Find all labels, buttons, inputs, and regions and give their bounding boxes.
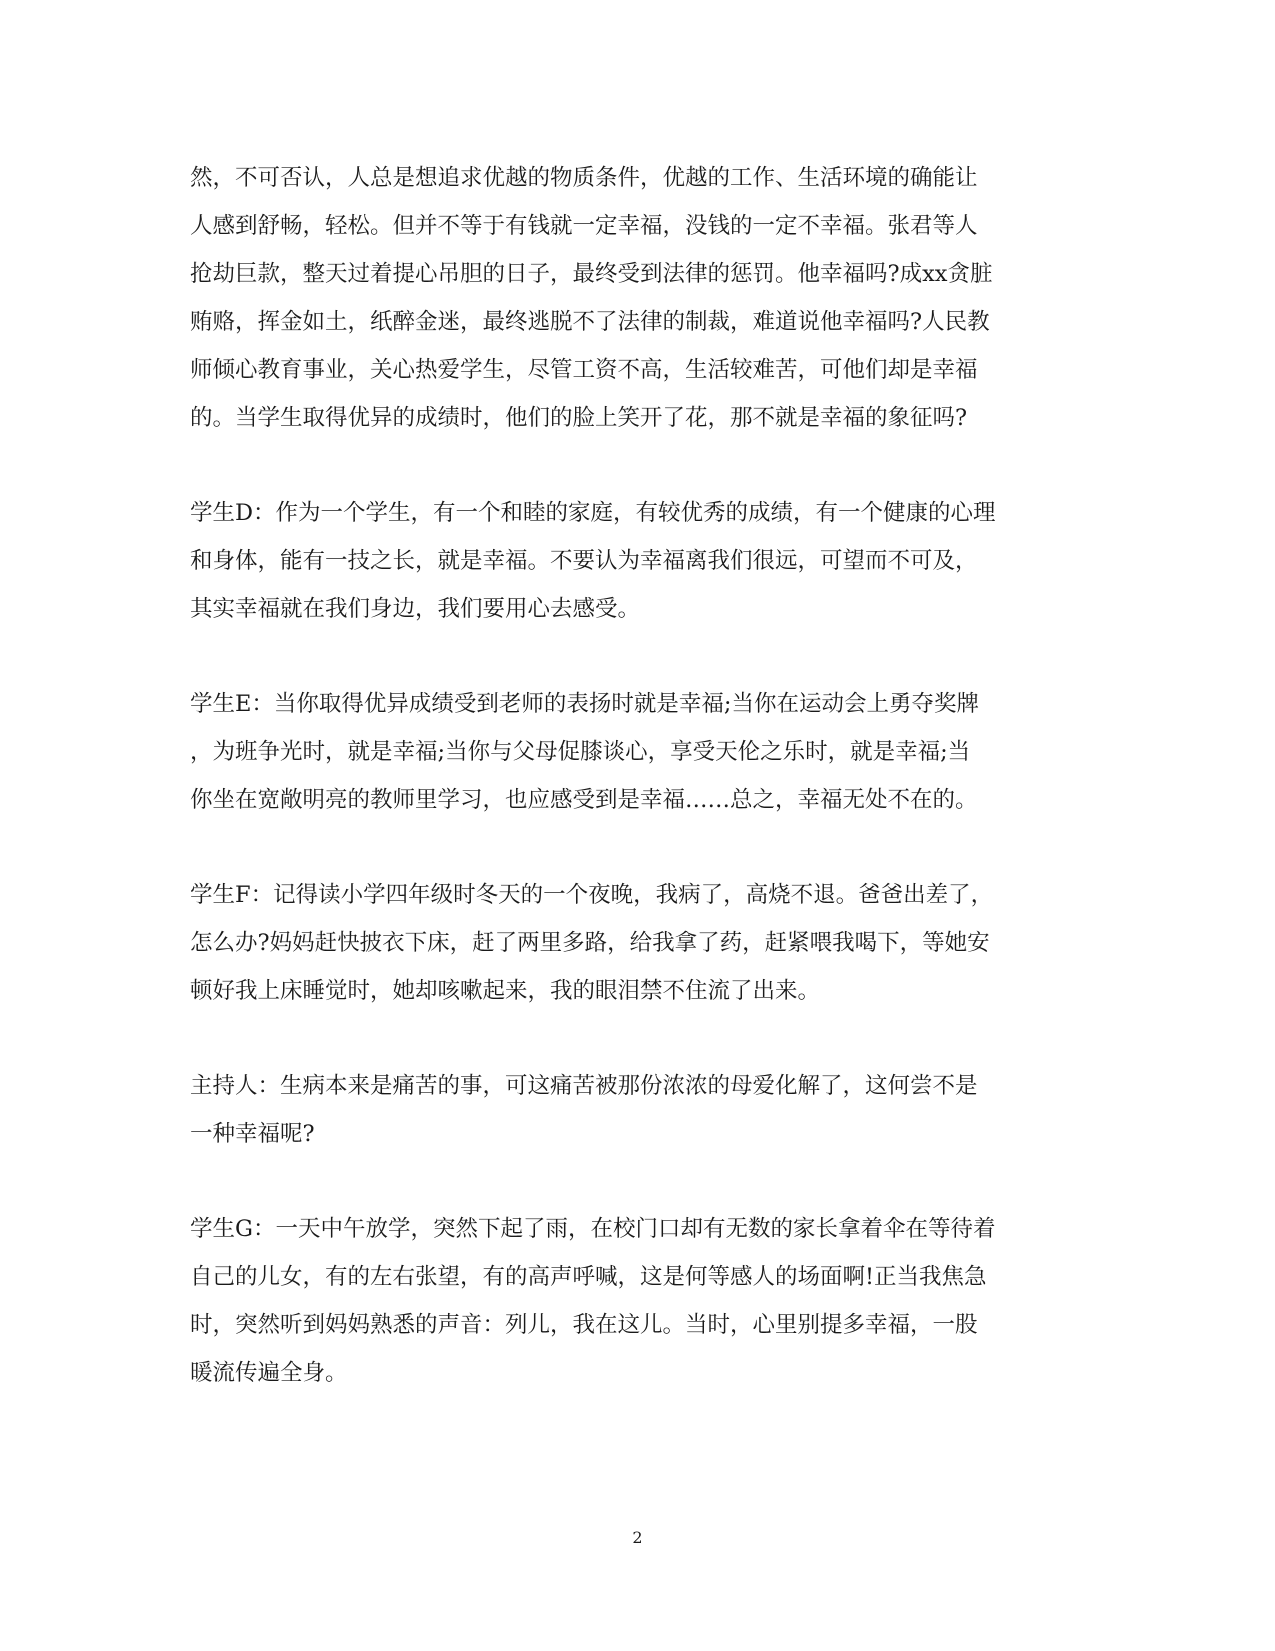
text-line: 学生G：一天中午放学，突然下起了雨，在校门口却有无数的家长拿着伞在等待着 [190, 1216, 996, 1242]
text-line: 和身体，能有一技之长，就是幸福。不要认为幸福离我们很远，可望而不可及， [190, 548, 978, 574]
text-line: 学生E：当你取得优异成绩受到老师的表扬时就是幸福;当你在运动会上勇夺奖牌 [190, 691, 980, 717]
text-line: 贿赂，挥金如土，纸醉金迷，最终逃脱不了法律的制裁，难道说他幸福吗?人民教 [190, 309, 990, 335]
page-number: 2 [632, 1528, 643, 1547]
body-text [190, 154, 1090, 1444]
text-line: ，为班争光时，就是幸福;当你与父母促膝谈心，享受天伦之乐时，就是幸福;当 [190, 739, 971, 765]
text-line: 然，不可否认，人总是想追求优越的物质条件，优越的工作、生活环境的确能让 [190, 165, 978, 191]
text-line: 主持人：生病本来是痛苦的事，可这痛苦被那份浓浓的母爱化解了，这何尝不是 [190, 1073, 978, 1099]
text-line: 师倾心教育事业，关心热爱学生，尽管工资不高，生活较难苦，可他们却是幸福 [190, 357, 978, 383]
text-line: 的。当学生取得优异的成绩时，他们的脸上笑开了花，那不就是幸福的象征吗? [190, 405, 968, 431]
text-line: 其实幸福就在我们身边，我们要用心去感受。 [190, 596, 641, 622]
text-line: 暖流传遍全身。 [190, 1360, 348, 1386]
paragraph-student-f [190, 871, 1090, 1015]
text-line: 学生D：作为一个学生，有一个和睦的家庭，有较优秀的成绩，有一个健康的心理 [190, 500, 996, 526]
paragraph-student-d [190, 489, 1090, 633]
text-line: 时，突然听到妈妈熟悉的声音：列儿，我在这儿。当时，心里别提多幸福，一股 [190, 1312, 978, 1338]
text-line: 抢劫巨款，整天过着提心吊胆的日子，最终受到法律的惩罚。他幸福吗?成xx贪脏 [190, 261, 993, 287]
paragraph-student-g [190, 1205, 1090, 1397]
text-line: 顿好我上床睡觉时，她却咳嗽起来，我的眼泪禁不住流了出来。 [190, 978, 821, 1004]
text-line: 人感到舒畅，轻松。但并不等于有钱就一定幸福，没钱的一定不幸福。张君等人 [190, 213, 978, 239]
paragraph-student-e [190, 680, 1090, 824]
text-line: 自己的儿女，有的左右张望，有的高声呼喊，这是何等感人的场面啊!正当我焦急 [190, 1264, 987, 1290]
text-line: 学生F：记得读小学四年级时冬天的一个夜晚，我病了，高烧不退。爸爸出差了， [190, 882, 994, 908]
paragraph-1 [190, 154, 1090, 442]
text-line: 怎么办?妈妈赶快披衣下床，赶了两里多路，给我拿了药，赶紧喂我喝下，等她安 [190, 930, 990, 956]
text-line: 一种幸福呢? [190, 1121, 315, 1147]
text-line: 你坐在宽敞明亮的教师里学习，也应感受到是幸福……总之，幸福无处不在的。 [190, 787, 978, 813]
paragraph-host [190, 1062, 1090, 1158]
